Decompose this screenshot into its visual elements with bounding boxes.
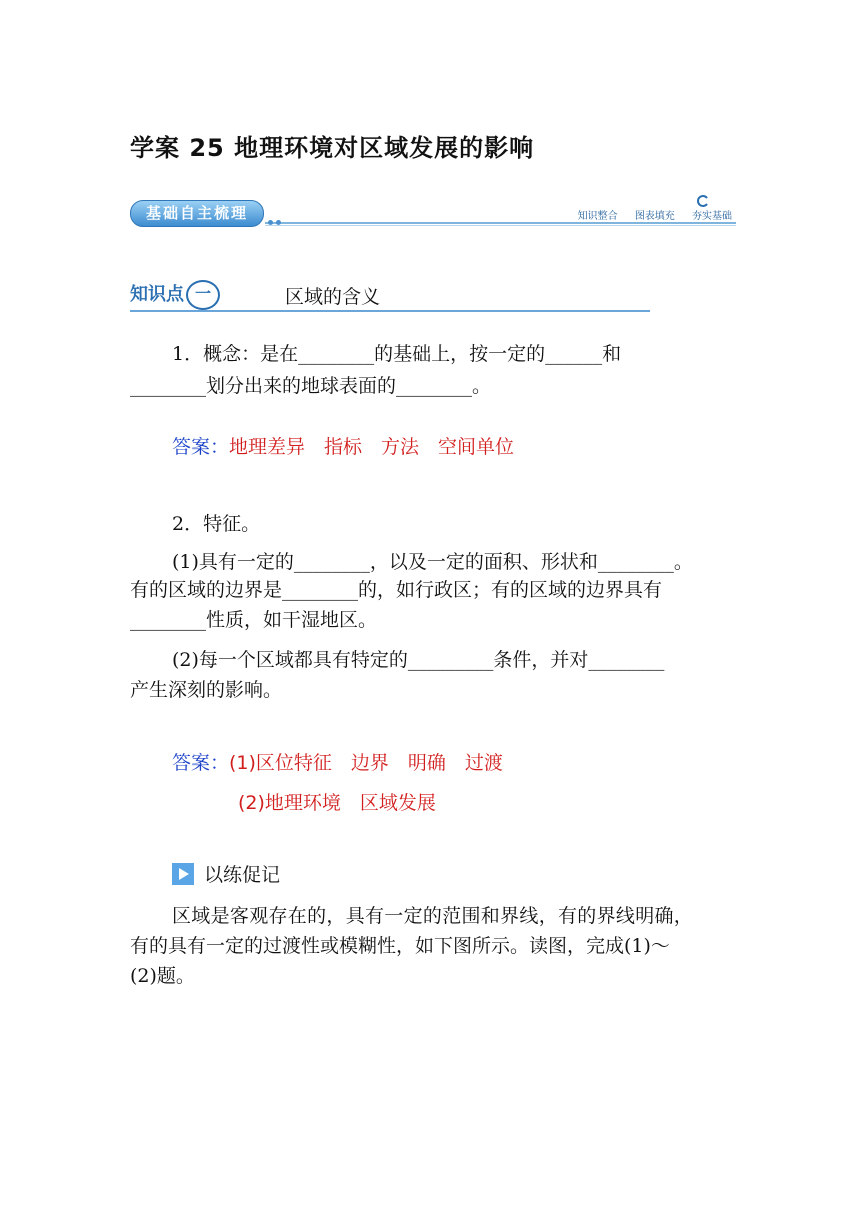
question-2-heading: 2．特征。 bbox=[172, 513, 261, 535]
banner-item: 图表填充 bbox=[634, 211, 675, 222]
knowledge-point-badge-text: 知识点 bbox=[130, 284, 184, 305]
question-2-p1-line-1: (1)具有一定的________，以及一定的面积、形状和________。 bbox=[172, 551, 693, 573]
practice-label: 以练促记 bbox=[204, 864, 281, 886]
practice-line-1: 区域是客观存在的，具有一定的范围和界线，有的界线明确， bbox=[172, 905, 694, 927]
answer-2 bbox=[172, 748, 503, 775]
answer-text-line-1: (1)区位特征 边界 明确 过渡 bbox=[229, 752, 503, 774]
banner-divider bbox=[265, 222, 736, 224]
knowledge-point-badge bbox=[130, 280, 240, 308]
banner-label: 基础自主梳理 bbox=[130, 200, 264, 227]
answer-2-line-2 bbox=[238, 788, 436, 815]
knowledge-point-number: 一 bbox=[186, 280, 220, 310]
answer-text-line-2: (2)地理环境 区域发展 bbox=[238, 792, 436, 814]
swirl-icon bbox=[696, 194, 710, 208]
question-1-line-1: 1．概念：是在________的基础上，按一定的______和 bbox=[172, 343, 622, 365]
banner-divider-thin bbox=[265, 225, 736, 226]
question-2-p1-line-3: ________性质，如干湿地区。 bbox=[130, 609, 378, 631]
question-2-p2-line-2: 产生深刻的影响。 bbox=[130, 679, 283, 701]
banner-items bbox=[564, 207, 732, 222]
practice-line-3: (2)题。 bbox=[130, 965, 195, 987]
knowledge-point-heading: 区域的含义 bbox=[285, 286, 381, 308]
question-1-line-2: ________划分出来的地球表面的________。 bbox=[130, 375, 492, 397]
practice-line-2: 有的具有一定的过渡性或模糊性，如下图所示。读图，完成(1)～ bbox=[130, 935, 670, 957]
question-2-p2-line-1: (2)每一个区域都具有特定的_________条件，并对________ bbox=[172, 649, 665, 671]
page-title: 学案 25 地理环境对区域发展的影响 bbox=[130, 134, 535, 162]
knowledge-point-header bbox=[130, 278, 650, 312]
answer-1 bbox=[172, 432, 514, 459]
question-2-p1-line-2: 有的区域的边界是________的，如行政区；有的区域的边界具有 bbox=[130, 579, 663, 601]
banner-item: 夯实基础 bbox=[692, 211, 732, 222]
answer-label: 答案： bbox=[172, 436, 230, 458]
practice-heading bbox=[172, 860, 280, 887]
banner-item: 知识整合 bbox=[577, 211, 618, 222]
play-triangle-icon bbox=[172, 863, 194, 885]
knowledge-point-underline bbox=[130, 310, 650, 312]
answer-label: 答案： bbox=[172, 752, 230, 774]
answer-text: 地理差异 指标 方法 空间单位 bbox=[229, 436, 515, 458]
section-banner bbox=[130, 198, 736, 228]
banner-dots-icon bbox=[268, 210, 284, 229]
